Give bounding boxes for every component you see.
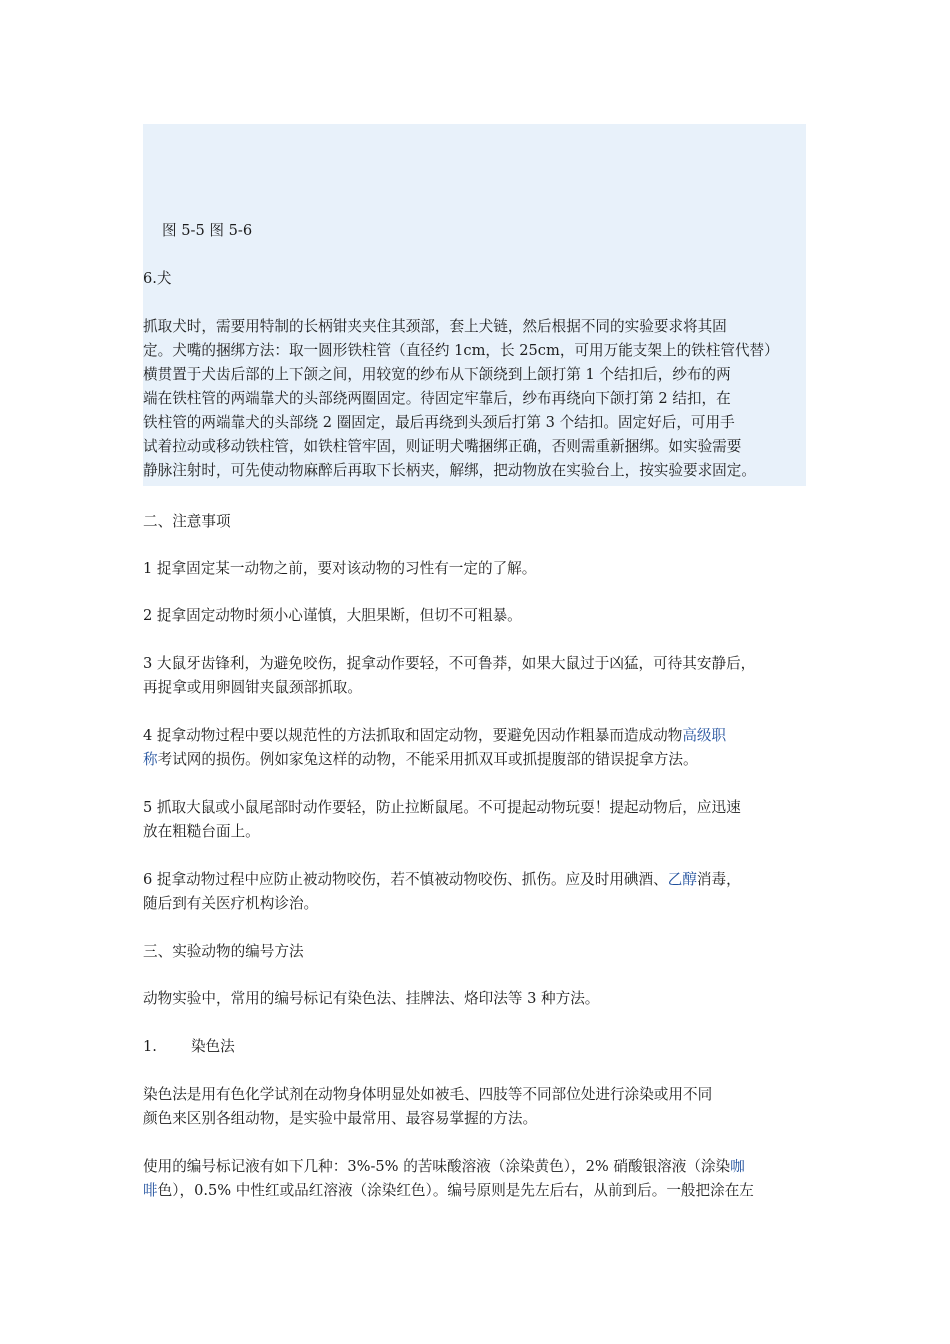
note-item-6-line-1 [143, 868, 808, 892]
note-item-3-line-1: 3 大鼠牙齿锋利，为避免咬伤，捉拿动作要轻，不可鲁莽，如果大鼠过于凶猛，可待其安静后， [143, 655, 756, 672]
paragraph-line: 定。犬嘴的捆绑方法：取一圆形铁柱管（直径约 1cm，长 25cm，可用万能支架上的铁柱管代替） [143, 342, 779, 359]
usage-text: 色），0.5% 中性红或品红溶液（涂染红色）。编号原则是先左后右，从前到后。一般把涂在左 [157, 1182, 754, 1199]
link-ethanol[interactable]: 乙醇 [667, 871, 697, 888]
section-heading-dog: 6.犬 [143, 270, 172, 287]
paragraph-line: 静脉注射时，可先使动物麻醉后再取下长柄夹，解绑，把动物放在实验台上，按实验要求固定。 [143, 462, 756, 479]
note-item-1: 1 捉拿固定某一动物之前，要对该动物的习性有一定的了解。 [143, 560, 537, 577]
link-senior-title[interactable]: 高级职 [682, 727, 727, 744]
dye-paragraph-line-1: 染色法是用有色化学试剂在动物身体明显处如被毛、四肢等不同部位处进行涂染或用不同 [143, 1086, 713, 1103]
subheading-title: 染色法 [190, 1038, 235, 1055]
note-item-6-text: 消毒， [696, 871, 741, 888]
paragraph-line: 端在铁柱管的两端靠犬的头部绕两圈固定。待固定牢靠后，纱布再绕向下颌打第 2 结扣，在 [143, 390, 731, 407]
note-item-5-line-1: 5 抓取大鼠或小鼠尾部时动作要轻，防止拉断鼠尾。不可提起动物玩耍！提起动物后，应迅速 [143, 799, 741, 816]
subheading-dye-method [143, 1035, 808, 1059]
note-item-3-line-2: 再捉拿或用卵圆钳夹鼠颈部抓取。 [143, 679, 362, 696]
paragraph-line: 横贯置于犬齿后部的上下颌之间，用较宽的纱布从下颌绕到上颌打第 1 个结扣后，纱布的两 [143, 366, 731, 383]
link-coffee[interactable]: 咖 [730, 1158, 745, 1175]
note-item-4-line-1 [143, 724, 808, 748]
note-item-2: 2 捉拿固定动物时须小心谨慎，大胆果断，但切不可粗暴。 [143, 607, 522, 624]
section-heading-numbering: 三、实验动物的编号方法 [143, 943, 304, 960]
usage-paragraph-line-2 [143, 1179, 808, 1203]
note-item-6-line-2: 随后到有关医疗机构诊治。 [143, 895, 319, 912]
dye-paragraph-line-2: 颜色来区别各组动物，是实验中最常用、最容易掌握的方法。 [143, 1110, 538, 1127]
note-item-5-line-2: 放在粗糙台面上。 [143, 823, 260, 840]
note-item-4-text: 考试网的损伤。例如家兔这样的动物，不能采用抓双耳或抓提腹部的错误捉拿方法。 [157, 751, 698, 768]
figure-caption: 图 5-5 图 5-6 [162, 222, 253, 239]
paragraph-line: 铁柱管的两端靠犬的头部绕 2 圈固定，最后再绕到头颈后打第 3 个结扣。固定好后，可用手 [143, 414, 735, 431]
paragraph-line: 抓取犬时，需要用特制的长柄钳夹夹住其颈部，套上犬链，然后根据不同的实验要求将其固 [143, 318, 727, 335]
usage-text: 使用的编号标记液有如下几种：3%-5% 的苦味酸溶液（涂染黄色），2% 硝酸银溶液（涂染 [143, 1158, 731, 1175]
note-item-6-text: 6 捉拿动物过程中应防止被动物咬伤，若不慎被动物咬伤、抓伤。应及时用碘酒、 [143, 871, 668, 888]
note-item-4-line-2 [143, 748, 808, 772]
subheading-number: 1. [143, 1038, 157, 1055]
note-item-4-text: 4 捉拿动物过程中要以规范性的方法抓取和固定动物，要避免因动作粗暴而造成动物 [143, 727, 683, 744]
link-senior-title-cont[interactable]: 称 [143, 751, 158, 768]
paragraph-line: 试着拉动或移动铁柱管，如铁柱管牢固，则证明犬嘴捆绑正确，否则需重新捆绑。如实验需要 [143, 438, 742, 455]
section-heading-notes: 二、注意事项 [143, 513, 231, 530]
usage-paragraph-line-1 [143, 1155, 808, 1179]
link-coffee-cont[interactable]: 啡 [143, 1182, 158, 1199]
numbering-intro: 动物实验中，常用的编号标记有染色法、挂牌法、烙印法等 3 种方法。 [143, 990, 600, 1007]
